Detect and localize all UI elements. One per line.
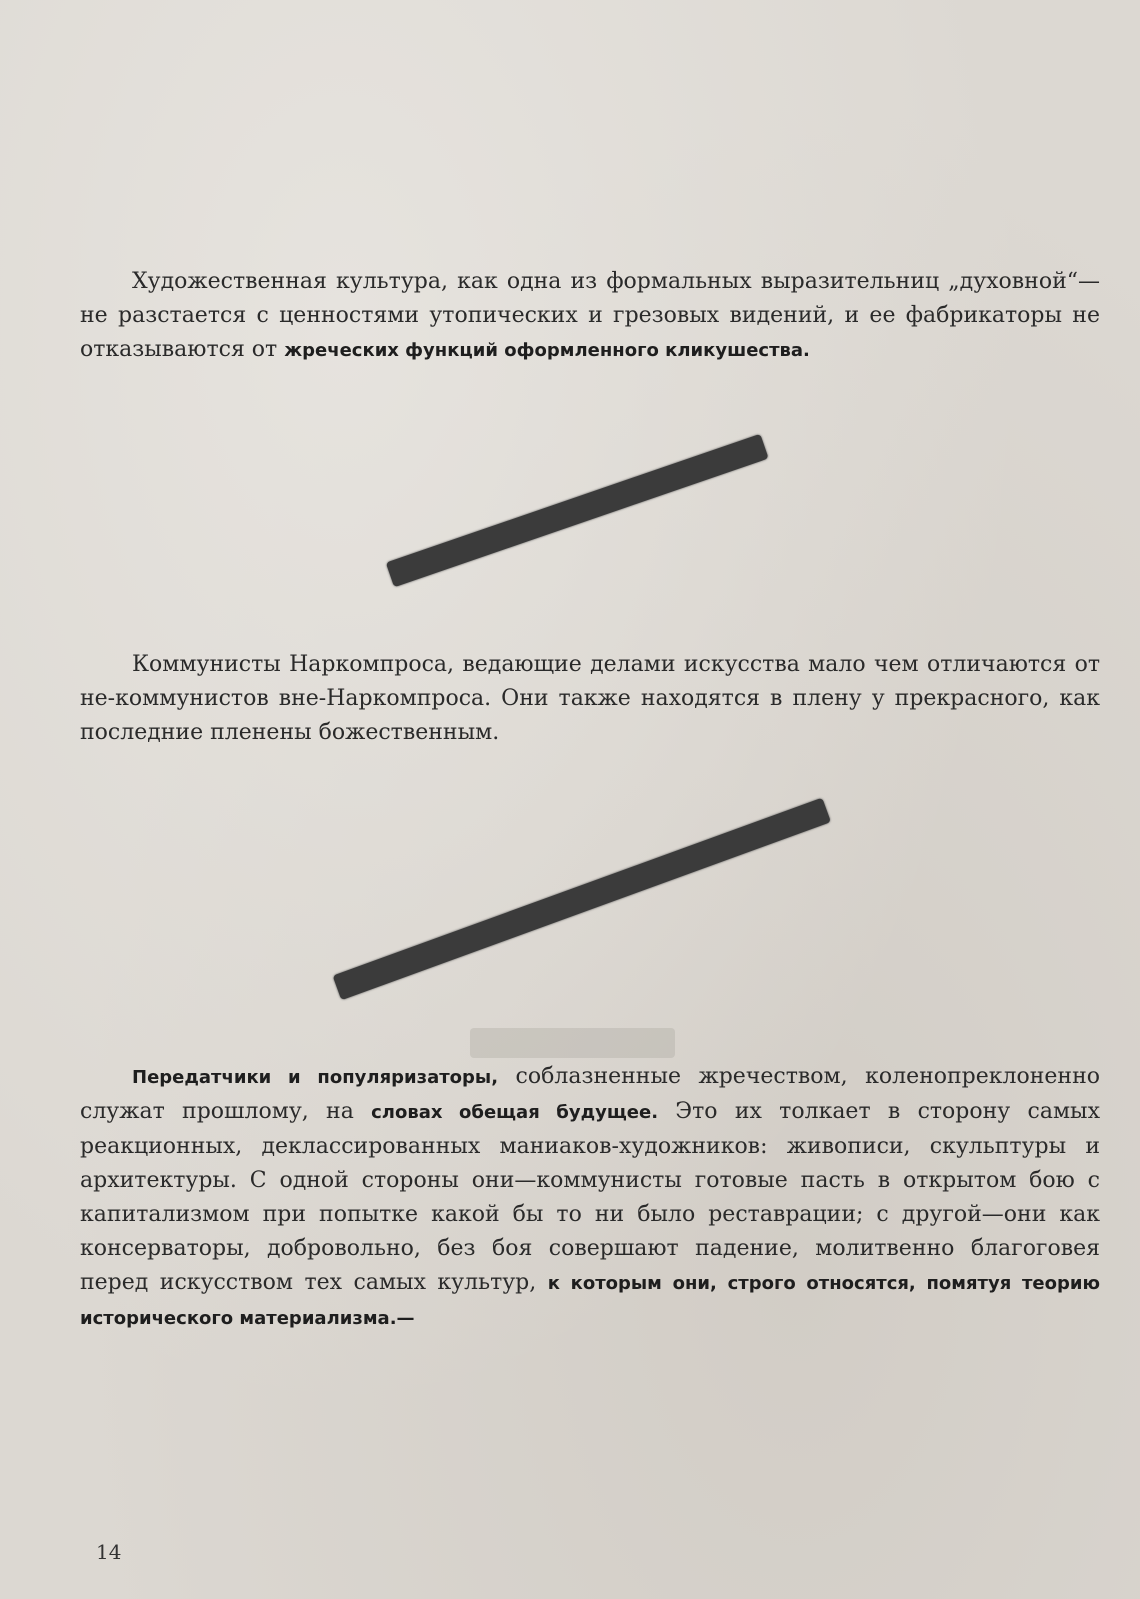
page-number: 14 xyxy=(96,1540,122,1564)
diagonal-bar-1 xyxy=(386,434,769,588)
paragraph-3-normal-2: Это их толкает в сторону самых реакционных, деклассированных маниаков-художников: живописи, скульптуры и архитектуры. С одной стороны они—коммунисты готовые пасть в открытом бою с капитализмом при попытке какой бы то ни было реставрации; с другой—они как консерваторы, добровольно, без боя совершают падение, молитвенно благоговея перед искусством тех самых культур, xyxy=(80,1099,1100,1295)
paragraph-3-bold-2: словах обещая будущее. xyxy=(371,1102,659,1123)
paragraph-2 xyxy=(80,648,1100,750)
paragraph-1-bold: жреческих функций оформленного кликушества. xyxy=(284,340,810,361)
paragraph-3-text xyxy=(80,1060,1100,1336)
faded-mark xyxy=(470,1028,675,1058)
paragraph-2-normal: Коммунисты Наркомпроса, ведающие делами искусства мало чем отличаются от не-коммунистов вне-Наркомпроса. Они также находятся в плену у прекрасного, как последние пленены божественным. xyxy=(80,652,1100,745)
diagonal-bar-2 xyxy=(333,798,831,1001)
paragraph-3-bold-3: к которым они, строго относятся, помятуя теорию исторического материализма.— xyxy=(80,1273,1100,1329)
paragraph-1-normal: Художественная культура, как одна из формальных выразительниц „духовной“—не разстается с ценностями утопических и грезовых видений, и ее фабрикаторы не отказываются от xyxy=(80,269,1100,362)
paragraph-3-normal-1: соблазненные жречеством, коленопреклоненно служат прошлому, на xyxy=(80,1064,1100,1124)
paragraph-3 xyxy=(80,1060,1100,1336)
paragraph-2-text xyxy=(80,648,1100,750)
paragraph-1-text xyxy=(80,265,1100,368)
paragraph-3-bold-1: Передатчики и популяризаторы, xyxy=(132,1067,499,1088)
paragraph-1 xyxy=(80,265,1100,368)
